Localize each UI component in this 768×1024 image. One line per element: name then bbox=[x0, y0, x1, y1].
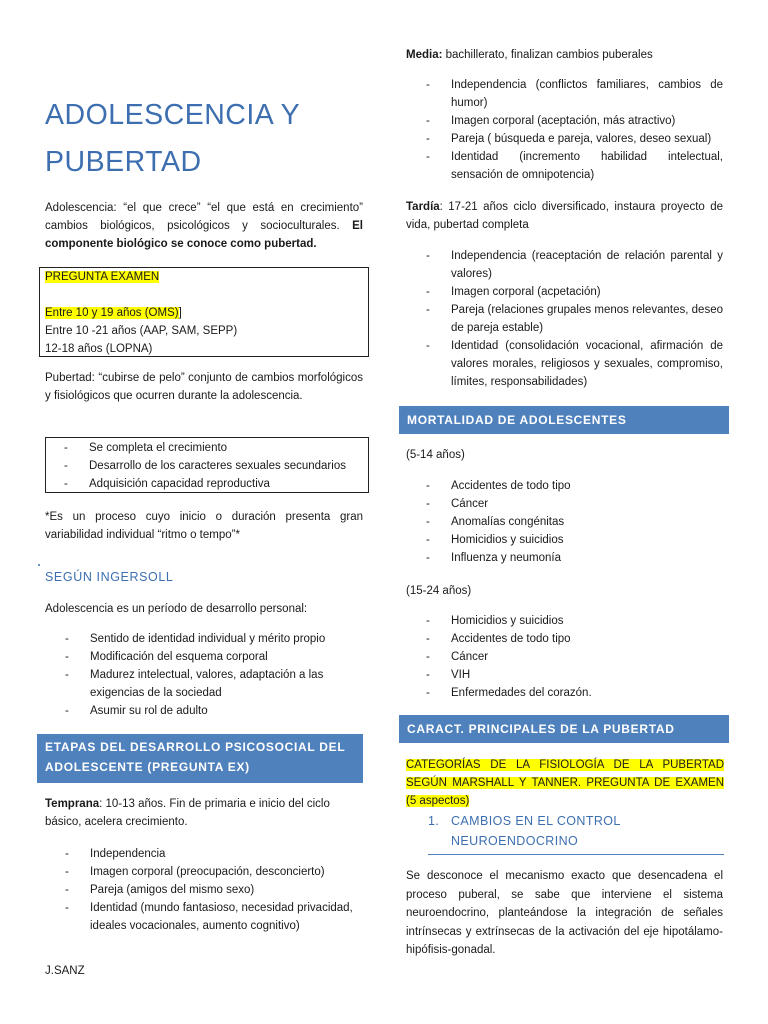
exam-box-oms-tail: ] bbox=[178, 307, 182, 319]
list-item: - Madurez intelectual, valores, adaptación a las exigencias de la sociedad bbox=[45, 666, 363, 702]
page-title bbox=[45, 92, 300, 186]
list-item: - Identidad (mundo fantasioso, necesidad privacidad, ideales vocacionales, aumento cognitivo) bbox=[45, 899, 363, 935]
list-item: - Enfermedades del corazón. bbox=[406, 684, 724, 702]
page-title-line-2: PUBERTAD bbox=[45, 146, 202, 178]
media-label: Media: bbox=[406, 49, 443, 61]
marshall-tanner-highlight bbox=[406, 756, 724, 810]
section-title-line-1: CAMBIOS EN EL CONTROL bbox=[451, 814, 621, 828]
temprana-label: Temprana bbox=[45, 798, 100, 810]
exam-box-line-oms bbox=[45, 304, 363, 322]
ingersoll-heading: SEGÚN INGERSOLL bbox=[45, 570, 174, 584]
tardia-text: : 17-21 años ciclo diversificado, instaura proyecto de vida, pubertad completa bbox=[406, 201, 723, 231]
section-neuroendocrino-heading bbox=[428, 811, 724, 855]
list-item: - Pareja ( búsqueda e pareja, valores, deseo sexual) bbox=[406, 130, 723, 148]
list-item: - Pareja (relaciones grupales menos relevantes, deseo de pareja estable) bbox=[406, 301, 723, 337]
marshall-tanner-text: CATEGORÍAS DE LA FISIOLOGÍA DE LA PUBERTAD SEGÚN MARSHALL Y TANNER. PREGUNTA DE EXAMEN (5 aspectos) bbox=[406, 759, 724, 807]
media-text: bachillerato, finalizan cambios puberales bbox=[442, 49, 653, 61]
exam-box-oms-text: Entre 10 y 19 años (OMS) bbox=[45, 307, 179, 319]
neuroendocrino-paragraph: Se desconoce el mecanismo exacto que desencadena el proceso puberal, se sabe que interviene el sistema neuroendocrino, planteándose la integración de señales intrínsecas y extrínsecas de la activación del eje hipotálamo-hipófisis-gonadal. bbox=[406, 870, 723, 956]
list-item: - Influenza y neumonía bbox=[406, 549, 724, 567]
exam-box-heading: PREGUNTA EXAMEN bbox=[45, 271, 160, 283]
exam-box-heading-row bbox=[45, 268, 363, 286]
section-number: 1. bbox=[428, 814, 440, 828]
temprana-text: : 10-13 años. Fin de primaria e inicio del ciclo básico, acelera crecimiento. bbox=[45, 798, 330, 828]
mortalidad-group-5-14: (5-14 años) bbox=[406, 449, 465, 461]
mortalidad-list-15-24 bbox=[406, 612, 724, 702]
list-item: - Identidad (incremento habilidad intelectual, sensación de omnipotencia) bbox=[406, 148, 723, 184]
list-item: - Pareja (amigos del mismo sexo) bbox=[45, 881, 363, 899]
media-paragraph bbox=[406, 46, 724, 64]
exam-box-line-aap: Entre 10 -21 años (AAP, SAM, SEPP) bbox=[45, 325, 238, 337]
intro-paragraph bbox=[45, 199, 363, 253]
exam-box-line-lopna: 12-18 años (LOPNA) bbox=[45, 343, 153, 355]
intro-bold-text: El componente biológico se conoce como pubertad. bbox=[45, 220, 363, 250]
list-item: - Identidad (consolidación vocacional, afirmación de valores morales, religiosos y sexuales, compromiso, límites, responsabilidades) bbox=[406, 337, 723, 391]
bullet-dot bbox=[38, 564, 40, 566]
list-item: - Sentido de identidad individual y mérito propio bbox=[45, 630, 363, 648]
temprana-paragraph bbox=[45, 795, 345, 831]
list-item: - Cáncer bbox=[406, 648, 724, 666]
footer-author: J.SANZ bbox=[45, 965, 85, 977]
etapas-heading: ETAPAS DEL DESARROLLO PSICOSOCIAL DEL ADOLESCENTE (PREGUNTA EX) bbox=[37, 734, 363, 783]
caract-heading: CARACT. PRINCIPALES DE LA PUBERTAD bbox=[399, 715, 729, 743]
list-item: - Desarrollo de los caracteres sexuales secundarios bbox=[44, 457, 368, 475]
variability-note: *Es un proceso cuyo inicio o duración presenta gran variabilidad individual “ritmo o tempo”* bbox=[45, 511, 363, 541]
temprana-list bbox=[45, 845, 363, 935]
list-item: - Asumir su rol de adulto bbox=[45, 702, 363, 720]
page-title-line-1: ADOLESCENCIA Y bbox=[45, 99, 301, 131]
media-list bbox=[406, 76, 723, 184]
section-title-line-2: NEUROENDOCRINO bbox=[451, 834, 579, 848]
mortalidad-heading: MORTALIDAD DE ADOLESCENTES bbox=[399, 406, 729, 434]
mortalidad-list-5-14 bbox=[406, 477, 724, 567]
list-item: - Homicidios y suicidios bbox=[406, 531, 724, 549]
list-item: - Imagen corporal (aceptación, más atractivo) bbox=[406, 112, 723, 130]
ingersoll-list bbox=[45, 630, 363, 720]
list-item: - VIH bbox=[406, 666, 724, 684]
list-item: - Anomalías congénitas bbox=[406, 513, 724, 531]
list-item: - Modificación del esquema corporal bbox=[45, 648, 363, 666]
tardia-paragraph bbox=[406, 198, 723, 234]
ingersoll-intro: Adolescencia es un período de desarrollo personal: bbox=[45, 603, 308, 615]
list-item: - Adquisición capacidad reproductiva bbox=[44, 475, 368, 493]
exam-box-spacer bbox=[45, 286, 363, 304]
intro-text: Adolescencia: “el que crece” “el que está en crecimiento” cambios biológicos, psicológicos y socioculturales. bbox=[45, 202, 363, 232]
list-item: - Imagen corporal (preocupación, desconcierto) bbox=[45, 863, 363, 881]
pubertad-paragraph: Pubertad: “cubirse de pelo” conjunto de cambios morfológicos y fisiológicos que ocurren durante la adolescencia. bbox=[45, 372, 363, 402]
section-number-row bbox=[428, 811, 724, 831]
list-item: - Cáncer bbox=[406, 495, 724, 513]
list-item: - Independencia (conflictos familiares, cambios de humor) bbox=[406, 76, 723, 112]
exam-question-box bbox=[39, 267, 369, 357]
tardia-list bbox=[406, 247, 723, 391]
pubertad-list bbox=[44, 439, 368, 493]
list-item: - Se completa el crecimiento bbox=[44, 439, 368, 457]
tardia-label: Tardía bbox=[406, 201, 440, 213]
list-item: - Homicidios y suicidios bbox=[406, 612, 724, 630]
list-item: - Accidentes de todo tipo bbox=[406, 477, 724, 495]
pubertad-box bbox=[45, 437, 369, 493]
mortalidad-group-15-24: (15-24 años) bbox=[406, 585, 472, 597]
list-item: - Accidentes de todo tipo bbox=[406, 630, 724, 648]
list-item: - Independencia (reaceptación de relación parental y valores) bbox=[406, 247, 723, 283]
list-item: - Independencia bbox=[45, 845, 363, 863]
list-item: - Imagen corporal (acpetación) bbox=[406, 283, 723, 301]
